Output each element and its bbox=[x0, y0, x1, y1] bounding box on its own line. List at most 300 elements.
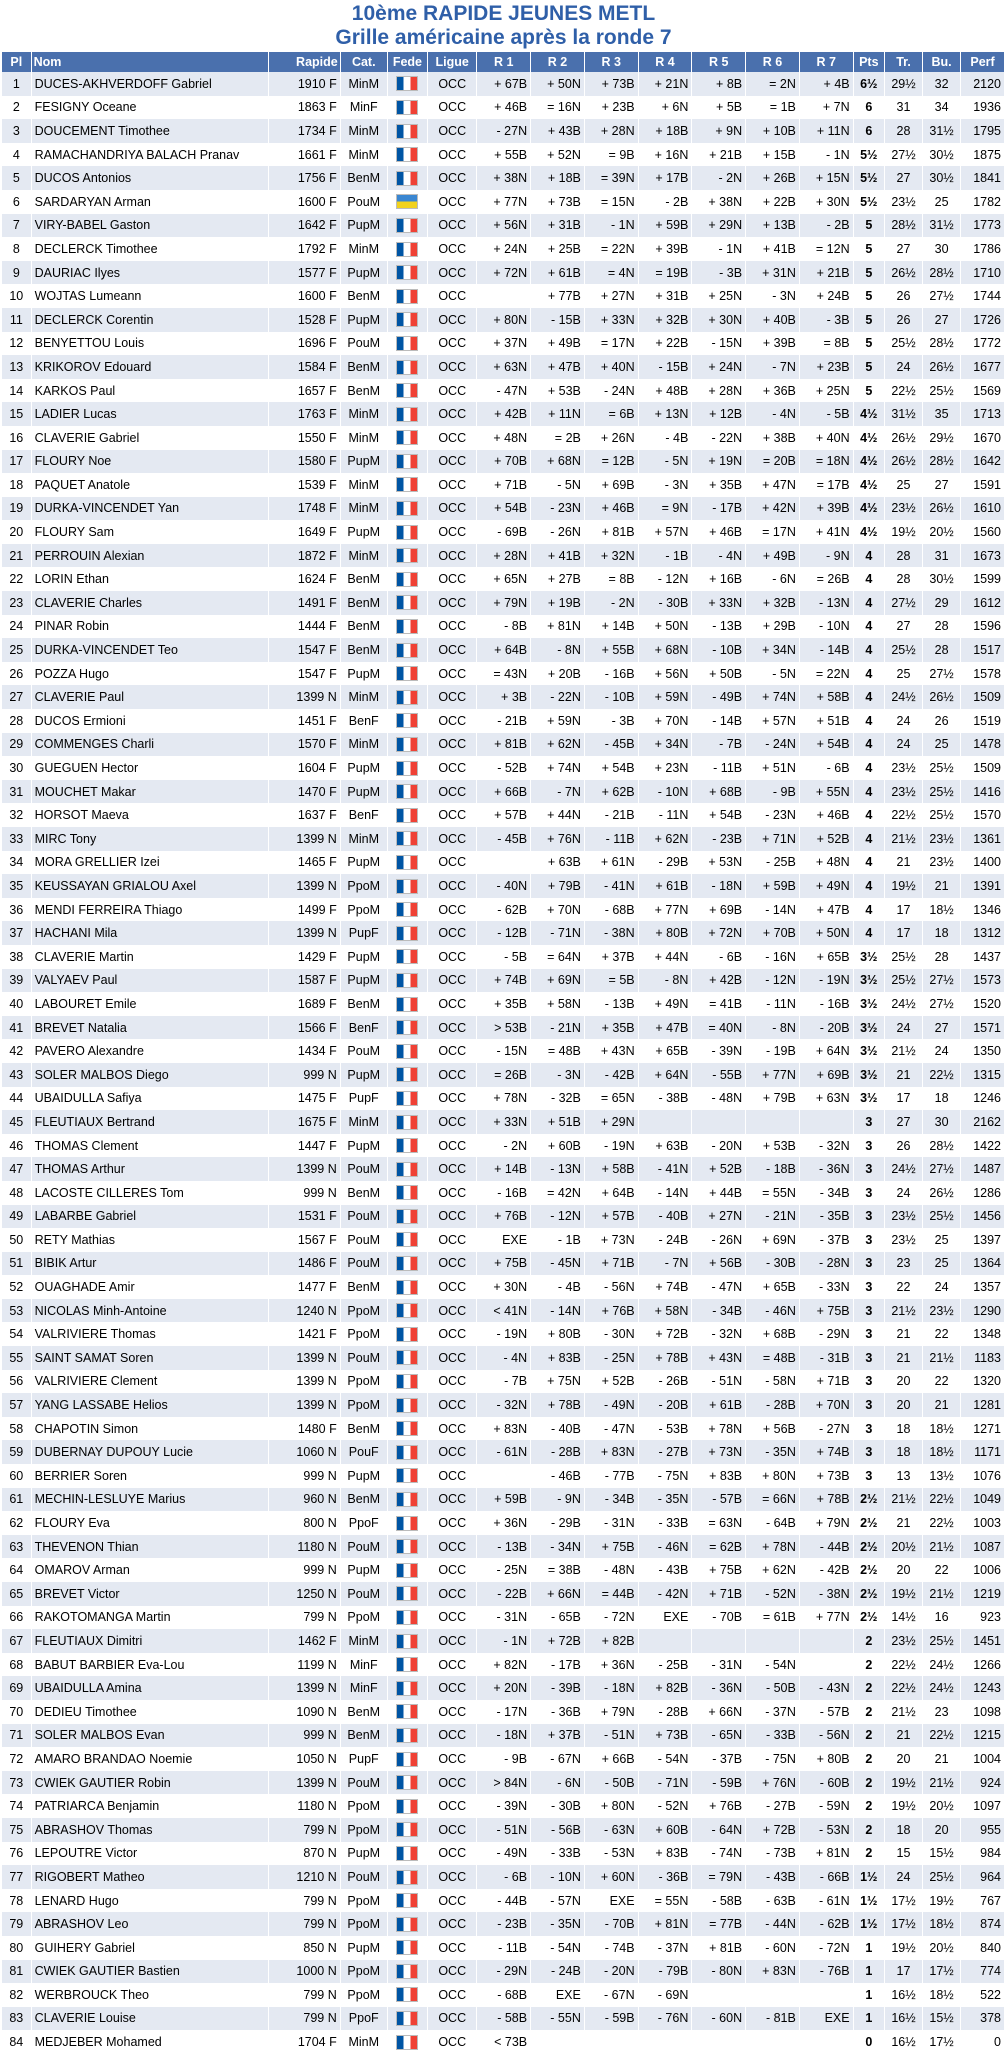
cell-round-1: + 3B bbox=[477, 685, 531, 709]
cell-round-4: - 14N bbox=[638, 1181, 692, 1205]
cell-round-6: + 83N bbox=[746, 1960, 800, 1984]
table-row bbox=[2, 544, 1005, 568]
federation-cell bbox=[387, 1747, 427, 1771]
cell-round-7: - 72N bbox=[799, 1936, 853, 1960]
cell-rank: 26 bbox=[2, 662, 31, 686]
federation-cell bbox=[387, 1370, 427, 1394]
cell-name: KRIKOROV Edouard bbox=[31, 355, 268, 379]
cell-rank: 58 bbox=[2, 1417, 31, 1441]
federation-cell bbox=[387, 544, 427, 568]
france-flag-icon bbox=[396, 1162, 418, 1177]
cell-tiebreak-tr: 23½ bbox=[884, 190, 922, 214]
cell-round-6: = 17N bbox=[746, 520, 800, 544]
table-row bbox=[2, 638, 1005, 662]
cell-round-5: + 30N bbox=[692, 308, 746, 332]
cell-round-4: + 22B bbox=[638, 332, 692, 356]
cell-round-5: - 36N bbox=[692, 1676, 746, 1700]
cell-round-4: + 17B bbox=[638, 166, 692, 190]
cell-category: MinF bbox=[340, 1653, 387, 1677]
cell-round-6: - 23N bbox=[746, 803, 800, 827]
cell-rank: 82 bbox=[2, 1983, 31, 2007]
cell-rating: 1399 N bbox=[269, 874, 341, 898]
cell-points: 5 bbox=[853, 379, 884, 403]
france-flag-icon bbox=[396, 784, 418, 799]
cell-round-5: + 25N bbox=[692, 284, 746, 308]
cell-round-6: - 28B bbox=[746, 1393, 800, 1417]
cell-round-5: - 47N bbox=[692, 1275, 746, 1299]
cell-category: BenM bbox=[340, 1417, 387, 1441]
cell-round-2: - 4B bbox=[531, 1275, 585, 1299]
cell-performance: 1315 bbox=[961, 1063, 1005, 1087]
cell-name: RAMACHANDRIYA BALACH Pranav bbox=[31, 143, 268, 167]
cell-tiebreak-bu: 22½ bbox=[923, 1511, 961, 1535]
cell-rank: 62 bbox=[2, 1511, 31, 1535]
cell-tiebreak-bu: 28½ bbox=[923, 450, 961, 474]
cell-round-5: + 78N bbox=[692, 1417, 746, 1441]
cell-name: SARDARYAN Arman bbox=[31, 190, 268, 214]
cell-tiebreak-tr: 21 bbox=[884, 1724, 922, 1748]
cell-points: 1½ bbox=[853, 1912, 884, 1936]
federation-cell bbox=[387, 1653, 427, 1677]
cell-round-3: + 55B bbox=[584, 638, 638, 662]
federation-cell bbox=[387, 1511, 427, 1535]
page-subtitle: Grille américaine après la ronde 7 bbox=[335, 26, 672, 49]
cell-round-2: + 63B bbox=[531, 851, 585, 875]
cell-round-1: - 61N bbox=[477, 1440, 531, 1464]
federation-cell bbox=[387, 1299, 427, 1323]
cell-round-7: + 65B bbox=[799, 945, 853, 969]
cell-tiebreak-tr: 21 bbox=[884, 1511, 922, 1535]
cell-category: BenM bbox=[340, 992, 387, 1016]
cell-tiebreak-bu: 28½ bbox=[923, 332, 961, 356]
cell-points: 3 bbox=[853, 1299, 884, 1323]
cell-tiebreak-bu: 24 bbox=[923, 1039, 961, 1063]
cell-round-3: - 2N bbox=[584, 591, 638, 615]
cell-name: CLAVERIE Martin bbox=[31, 945, 268, 969]
cell-round-4: - 24B bbox=[638, 1228, 692, 1252]
cell-tiebreak-bu: 24½ bbox=[923, 1653, 961, 1677]
cell-league: OCC bbox=[428, 685, 477, 709]
cell-round-4: - 75N bbox=[638, 1464, 692, 1488]
cell-tiebreak-tr: 28 bbox=[884, 567, 922, 591]
france-flag-icon bbox=[396, 1681, 418, 1696]
france-flag-icon bbox=[396, 1987, 418, 2002]
table-row bbox=[2, 1936, 1005, 1960]
cell-tiebreak-tr: 31½ bbox=[884, 402, 922, 426]
cell-round-4: - 4B bbox=[638, 426, 692, 450]
cell-tiebreak-bu: 24 bbox=[923, 1275, 961, 1299]
cell-performance: 522 bbox=[961, 1983, 1005, 2007]
cell-tiebreak-tr: 21½ bbox=[884, 1488, 922, 1512]
cell-name: RETY Mathias bbox=[31, 1228, 268, 1252]
cell-round-7: - 3B bbox=[799, 308, 853, 332]
table-row bbox=[2, 1983, 1005, 2007]
cell-league: OCC bbox=[428, 2007, 477, 2031]
cell-points: 4 bbox=[853, 733, 884, 757]
cell-rank: 7 bbox=[2, 214, 31, 238]
cell-round-3: + 80N bbox=[584, 1794, 638, 1818]
cell-round-6: + 31N bbox=[746, 261, 800, 285]
cell-league: OCC bbox=[428, 1606, 477, 1630]
cell-round-6: - 33B bbox=[746, 1724, 800, 1748]
cell-performance: 1003 bbox=[961, 1511, 1005, 1535]
header-col-tr: Tr. bbox=[884, 52, 922, 72]
cell-round-3: - 24N bbox=[584, 379, 638, 403]
cell-round-1: - 16B bbox=[477, 1181, 531, 1205]
cell-performance: 1400 bbox=[961, 851, 1005, 875]
cell-round-5: + 81B bbox=[692, 1936, 746, 1960]
cell-tiebreak-tr: 31 bbox=[884, 96, 922, 120]
cell-name: PINAR Robin bbox=[31, 615, 268, 639]
cell-round-7: + 15N bbox=[799, 166, 853, 190]
cell-points: 2½ bbox=[853, 1558, 884, 1582]
cell-round-2: = 64N bbox=[531, 945, 585, 969]
cell-tiebreak-bu: 18½ bbox=[923, 1417, 961, 1441]
table-row bbox=[2, 1181, 1005, 1205]
cell-round-7: EXE bbox=[799, 2007, 853, 2031]
federation-cell bbox=[387, 1936, 427, 1960]
cell-name: KEUSSAYAN GRIALOU Axel bbox=[31, 874, 268, 898]
cell-league: OCC bbox=[428, 1818, 477, 1842]
cell-rating: 1444 F bbox=[269, 615, 341, 639]
cell-round-1: + 54B bbox=[477, 497, 531, 521]
france-flag-icon bbox=[396, 289, 418, 304]
cell-tiebreak-tr: 24 bbox=[884, 355, 922, 379]
cell-points: 3 bbox=[853, 1181, 884, 1205]
federation-cell bbox=[387, 1889, 427, 1913]
france-flag-icon bbox=[396, 1374, 418, 1389]
cell-round-6: - 7N bbox=[746, 355, 800, 379]
cell-round-4: - 54N bbox=[638, 1747, 692, 1771]
cell-tiebreak-tr: 17 bbox=[884, 921, 922, 945]
cell-round-5: + 35B bbox=[692, 473, 746, 497]
cell-round-2: - 57N bbox=[531, 1889, 585, 1913]
federation-cell bbox=[387, 1228, 427, 1252]
cell-performance: 1348 bbox=[961, 1322, 1005, 1346]
federation-cell bbox=[387, 945, 427, 969]
federation-cell bbox=[387, 1676, 427, 1700]
cell-round-1: - 45B bbox=[477, 827, 531, 851]
cell-rank: 12 bbox=[2, 332, 31, 356]
cell-round-2: - 6N bbox=[531, 1771, 585, 1795]
cell-round-7 bbox=[799, 1653, 853, 1677]
cell-round-3: - 11B bbox=[584, 827, 638, 851]
cell-rating: 800 N bbox=[269, 1511, 341, 1535]
cell-round-1: + 83N bbox=[477, 1417, 531, 1441]
cell-name: WOJTAS Lumeann bbox=[31, 284, 268, 308]
cell-round-6: = 55N bbox=[746, 1181, 800, 1205]
table-row bbox=[2, 332, 1005, 356]
cell-points: 4 bbox=[853, 827, 884, 851]
cell-name: OMAROV Arman bbox=[31, 1558, 268, 1582]
cell-rating: 1180 N bbox=[269, 1535, 341, 1559]
cell-round-2: - 7N bbox=[531, 780, 585, 804]
cell-name: MOUCHET Makar bbox=[31, 780, 268, 804]
cell-rating: 1090 N bbox=[269, 1700, 341, 1724]
cell-round-2: + 41B bbox=[531, 544, 585, 568]
cell-name: DOUCEMENT Timothee bbox=[31, 119, 268, 143]
cell-category: PpoM bbox=[340, 1818, 387, 1842]
cell-rating: 1580 F bbox=[269, 450, 341, 474]
cell-round-7: - 2B bbox=[799, 214, 853, 238]
cell-tiebreak-tr: 25½ bbox=[884, 945, 922, 969]
cell-name: THEVENON Thian bbox=[31, 1535, 268, 1559]
cell-tiebreak-bu: 32 bbox=[923, 72, 961, 96]
cell-round-5: - 11B bbox=[692, 756, 746, 780]
cell-round-3: + 43N bbox=[584, 1039, 638, 1063]
cell-performance: 1569 bbox=[961, 379, 1005, 403]
cell-tiebreak-tr: 26½ bbox=[884, 450, 922, 474]
cell-round-2: = 2B bbox=[531, 426, 585, 450]
cell-round-7: - 6B bbox=[799, 756, 853, 780]
cell-tiebreak-bu: 27½ bbox=[923, 1157, 961, 1181]
cell-tiebreak-bu: 35 bbox=[923, 402, 961, 426]
cell-round-6: + 68B bbox=[746, 1322, 800, 1346]
cell-category: MinM bbox=[340, 72, 387, 96]
cell-name: HORSOT Maeva bbox=[31, 803, 268, 827]
cell-tiebreak-tr: 26 bbox=[884, 284, 922, 308]
cell-round-2: - 17B bbox=[531, 1653, 585, 1677]
cell-round-5: - 23B bbox=[692, 827, 746, 851]
cell-rating: 850 N bbox=[269, 1936, 341, 1960]
cell-round-1: + 78N bbox=[477, 1087, 531, 1111]
cell-tiebreak-tr: 24½ bbox=[884, 992, 922, 1016]
cell-rank: 17 bbox=[2, 450, 31, 474]
cell-round-5: - 57B bbox=[692, 1488, 746, 1512]
cell-round-3: + 33N bbox=[584, 308, 638, 332]
cell-tiebreak-bu: 21 bbox=[923, 1393, 961, 1417]
cell-league: OCC bbox=[428, 214, 477, 238]
cell-rank: 36 bbox=[2, 898, 31, 922]
cell-round-3: + 23B bbox=[584, 96, 638, 120]
cell-round-4 bbox=[638, 1629, 692, 1653]
cell-tiebreak-tr: 28 bbox=[884, 119, 922, 143]
france-flag-icon bbox=[396, 595, 418, 610]
cell-league: OCC bbox=[428, 1936, 477, 1960]
cell-performance: 1271 bbox=[961, 1417, 1005, 1441]
cell-round-4: - 38B bbox=[638, 1087, 692, 1111]
france-flag-icon bbox=[396, 690, 418, 705]
cell-category: BenM bbox=[340, 1275, 387, 1299]
cell-round-5: - 60N bbox=[692, 2007, 746, 2031]
cell-points: 2 bbox=[853, 1700, 884, 1724]
table-row bbox=[2, 1110, 1005, 1134]
cell-tiebreak-tr: 27 bbox=[884, 237, 922, 261]
table-row bbox=[2, 1488, 1005, 1512]
cell-rank: 48 bbox=[2, 1181, 31, 1205]
cell-performance: 1087 bbox=[961, 1535, 1005, 1559]
cell-name: RIGOBERT Matheo bbox=[31, 1865, 268, 1889]
cell-round-7: - 56N bbox=[799, 1724, 853, 1748]
cell-tiebreak-bu: 24½ bbox=[923, 1676, 961, 1700]
france-flag-icon bbox=[396, 1044, 418, 1059]
cell-round-2: + 50N bbox=[531, 72, 585, 96]
france-flag-icon bbox=[396, 76, 418, 91]
federation-cell bbox=[387, 827, 427, 851]
france-flag-icon bbox=[396, 242, 418, 257]
cell-round-1: - 58B bbox=[477, 2007, 531, 2031]
cell-rank: 33 bbox=[2, 827, 31, 851]
table-row bbox=[2, 2030, 1005, 2054]
table-row bbox=[2, 308, 1005, 332]
cell-round-6: - 9B bbox=[746, 780, 800, 804]
cell-tiebreak-tr: 16½ bbox=[884, 2007, 922, 2031]
cell-tiebreak-tr: 24½ bbox=[884, 1157, 922, 1181]
cell-round-2: - 15B bbox=[531, 308, 585, 332]
cell-points: 6 bbox=[853, 96, 884, 120]
cell-points: 5 bbox=[853, 355, 884, 379]
cell-points: 3 bbox=[853, 1322, 884, 1346]
cell-round-3: + 52B bbox=[584, 1370, 638, 1394]
cell-name: PERROUIN Alexian bbox=[31, 544, 268, 568]
cell-round-6: + 56B bbox=[746, 1417, 800, 1441]
cell-tiebreak-bu: 25½ bbox=[923, 379, 961, 403]
cell-performance: 1350 bbox=[961, 1039, 1005, 1063]
cell-name: LADIER Lucas bbox=[31, 402, 268, 426]
cell-round-2: + 58N bbox=[531, 992, 585, 1016]
cell-tiebreak-bu: 22 bbox=[923, 1322, 961, 1346]
cell-round-1: + 33N bbox=[477, 1110, 531, 1134]
cell-tiebreak-bu: 28½ bbox=[923, 1134, 961, 1158]
cell-round-6: + 47N bbox=[746, 473, 800, 497]
cell-name: BIBIK Artur bbox=[31, 1252, 268, 1276]
cell-points: 1 bbox=[853, 1983, 884, 2007]
cell-round-5: - 18N bbox=[692, 874, 746, 898]
cell-round-2: + 74N bbox=[531, 756, 585, 780]
france-flag-icon bbox=[396, 1634, 418, 1649]
cell-round-4: - 43B bbox=[638, 1558, 692, 1582]
cell-tiebreak-tr: 17 bbox=[884, 1960, 922, 1984]
cell-round-4: + 64N bbox=[638, 1063, 692, 1087]
cell-tiebreak-tr: 21½ bbox=[884, 1299, 922, 1323]
cell-rank: 11 bbox=[2, 308, 31, 332]
cell-rating: 1480 F bbox=[269, 1417, 341, 1441]
cell-round-7: - 42B bbox=[799, 1558, 853, 1582]
cell-performance: 1437 bbox=[961, 945, 1005, 969]
france-flag-icon bbox=[396, 1728, 418, 1743]
cell-round-4: - 1B bbox=[638, 544, 692, 568]
cell-rank: 44 bbox=[2, 1087, 31, 1111]
cell-category: PpoM bbox=[340, 1794, 387, 1818]
cell-round-5: - 32N bbox=[692, 1322, 746, 1346]
cell-performance: 1519 bbox=[961, 709, 1005, 733]
cell-tiebreak-bu: 25½ bbox=[923, 756, 961, 780]
cell-round-2: + 44N bbox=[531, 803, 585, 827]
cell-rank: 27 bbox=[2, 685, 31, 709]
france-flag-icon bbox=[396, 619, 418, 634]
cell-name: YANG LASSABE Helios bbox=[31, 1393, 268, 1417]
federation-cell bbox=[387, 567, 427, 591]
federation-cell bbox=[387, 1346, 427, 1370]
cell-league: OCC bbox=[428, 402, 477, 426]
cell-round-2: + 80B bbox=[531, 1322, 585, 1346]
cell-round-5: + 8B bbox=[692, 72, 746, 96]
cell-round-3: + 32N bbox=[584, 544, 638, 568]
cell-rank: 71 bbox=[2, 1724, 31, 1748]
cell-round-5: + 71B bbox=[692, 1582, 746, 1606]
cell-performance: 923 bbox=[961, 1606, 1005, 1630]
cell-tiebreak-bu: 25½ bbox=[923, 1865, 961, 1889]
header-col-r1: R 1 bbox=[477, 52, 531, 72]
cell-performance: 1710 bbox=[961, 261, 1005, 285]
cell-round-2: - 1B bbox=[531, 1228, 585, 1252]
table-row bbox=[2, 1582, 1005, 1606]
cell-performance: 1246 bbox=[961, 1087, 1005, 1111]
cell-rank: 84 bbox=[2, 2030, 31, 2054]
cell-round-7: + 41N bbox=[799, 520, 853, 544]
cell-round-5: - 59B bbox=[692, 1771, 746, 1795]
cell-round-3: + 58B bbox=[584, 1157, 638, 1181]
cell-points: 2½ bbox=[853, 1488, 884, 1512]
cell-round-7: + 47B bbox=[799, 898, 853, 922]
cell-round-3: - 21B bbox=[584, 803, 638, 827]
france-flag-icon bbox=[396, 1704, 418, 1719]
table-body bbox=[2, 72, 1005, 2054]
federation-cell bbox=[387, 355, 427, 379]
cell-round-1: - 22B bbox=[477, 1582, 531, 1606]
cell-round-1: - 23B bbox=[477, 1912, 531, 1936]
france-flag-icon bbox=[396, 430, 418, 445]
federation-cell bbox=[387, 591, 427, 615]
cell-category: PouM bbox=[340, 1039, 387, 1063]
cell-category: PupM bbox=[340, 1134, 387, 1158]
france-flag-icon bbox=[396, 1303, 418, 1318]
cell-tiebreak-tr: 23½ bbox=[884, 497, 922, 521]
cell-category: PouM bbox=[340, 1582, 387, 1606]
cell-rank: 34 bbox=[2, 851, 31, 875]
cell-round-7: - 16B bbox=[799, 992, 853, 1016]
cell-round-7: + 81N bbox=[799, 1842, 853, 1866]
cell-round-6 bbox=[746, 1110, 800, 1134]
cell-round-3: + 81B bbox=[584, 520, 638, 544]
cell-round-5: - 13B bbox=[692, 615, 746, 639]
cell-round-5: - 3B bbox=[692, 261, 746, 285]
cell-category: PpoM bbox=[340, 1322, 387, 1346]
cell-rating: 799 N bbox=[269, 1889, 341, 1913]
cell-round-7: + 55N bbox=[799, 780, 853, 804]
cell-round-1: + 56N bbox=[477, 214, 531, 238]
cell-tiebreak-bu: 27 bbox=[923, 473, 961, 497]
cell-tiebreak-tr: 21½ bbox=[884, 1039, 922, 1063]
cell-round-5: - 55B bbox=[692, 1063, 746, 1087]
cell-tiebreak-tr: 17 bbox=[884, 1087, 922, 1111]
cell-performance: 840 bbox=[961, 1936, 1005, 1960]
cell-round-5: - 6B bbox=[692, 945, 746, 969]
cell-round-2: - 3N bbox=[531, 1063, 585, 1087]
cell-round-6: + 80N bbox=[746, 1464, 800, 1488]
cell-points: 4½ bbox=[853, 450, 884, 474]
cell-round-6: + 49B bbox=[746, 544, 800, 568]
cell-league: OCC bbox=[428, 237, 477, 261]
cell-round-4: + 57N bbox=[638, 520, 692, 544]
cell-round-1: + 65N bbox=[477, 567, 531, 591]
cell-round-3: = 4N bbox=[584, 261, 638, 285]
cell-round-2: + 47B bbox=[531, 355, 585, 379]
cell-points: 4 bbox=[853, 780, 884, 804]
cell-name: DUBERNAY DUPOUY Lucie bbox=[31, 1440, 268, 1464]
cell-tiebreak-tr: 19½ bbox=[884, 1582, 922, 1606]
cell-league: OCC bbox=[428, 827, 477, 851]
cell-round-7: - 37B bbox=[799, 1228, 853, 1252]
cell-league: OCC bbox=[428, 1087, 477, 1111]
cell-round-5: + 12B bbox=[692, 402, 746, 426]
cell-rank: 63 bbox=[2, 1535, 31, 1559]
cell-round-2: + 72B bbox=[531, 1629, 585, 1653]
cell-points: 3 bbox=[853, 1440, 884, 1464]
table-row bbox=[2, 1842, 1005, 1866]
cell-round-7: - 31B bbox=[799, 1346, 853, 1370]
cell-round-4: + 32B bbox=[638, 308, 692, 332]
